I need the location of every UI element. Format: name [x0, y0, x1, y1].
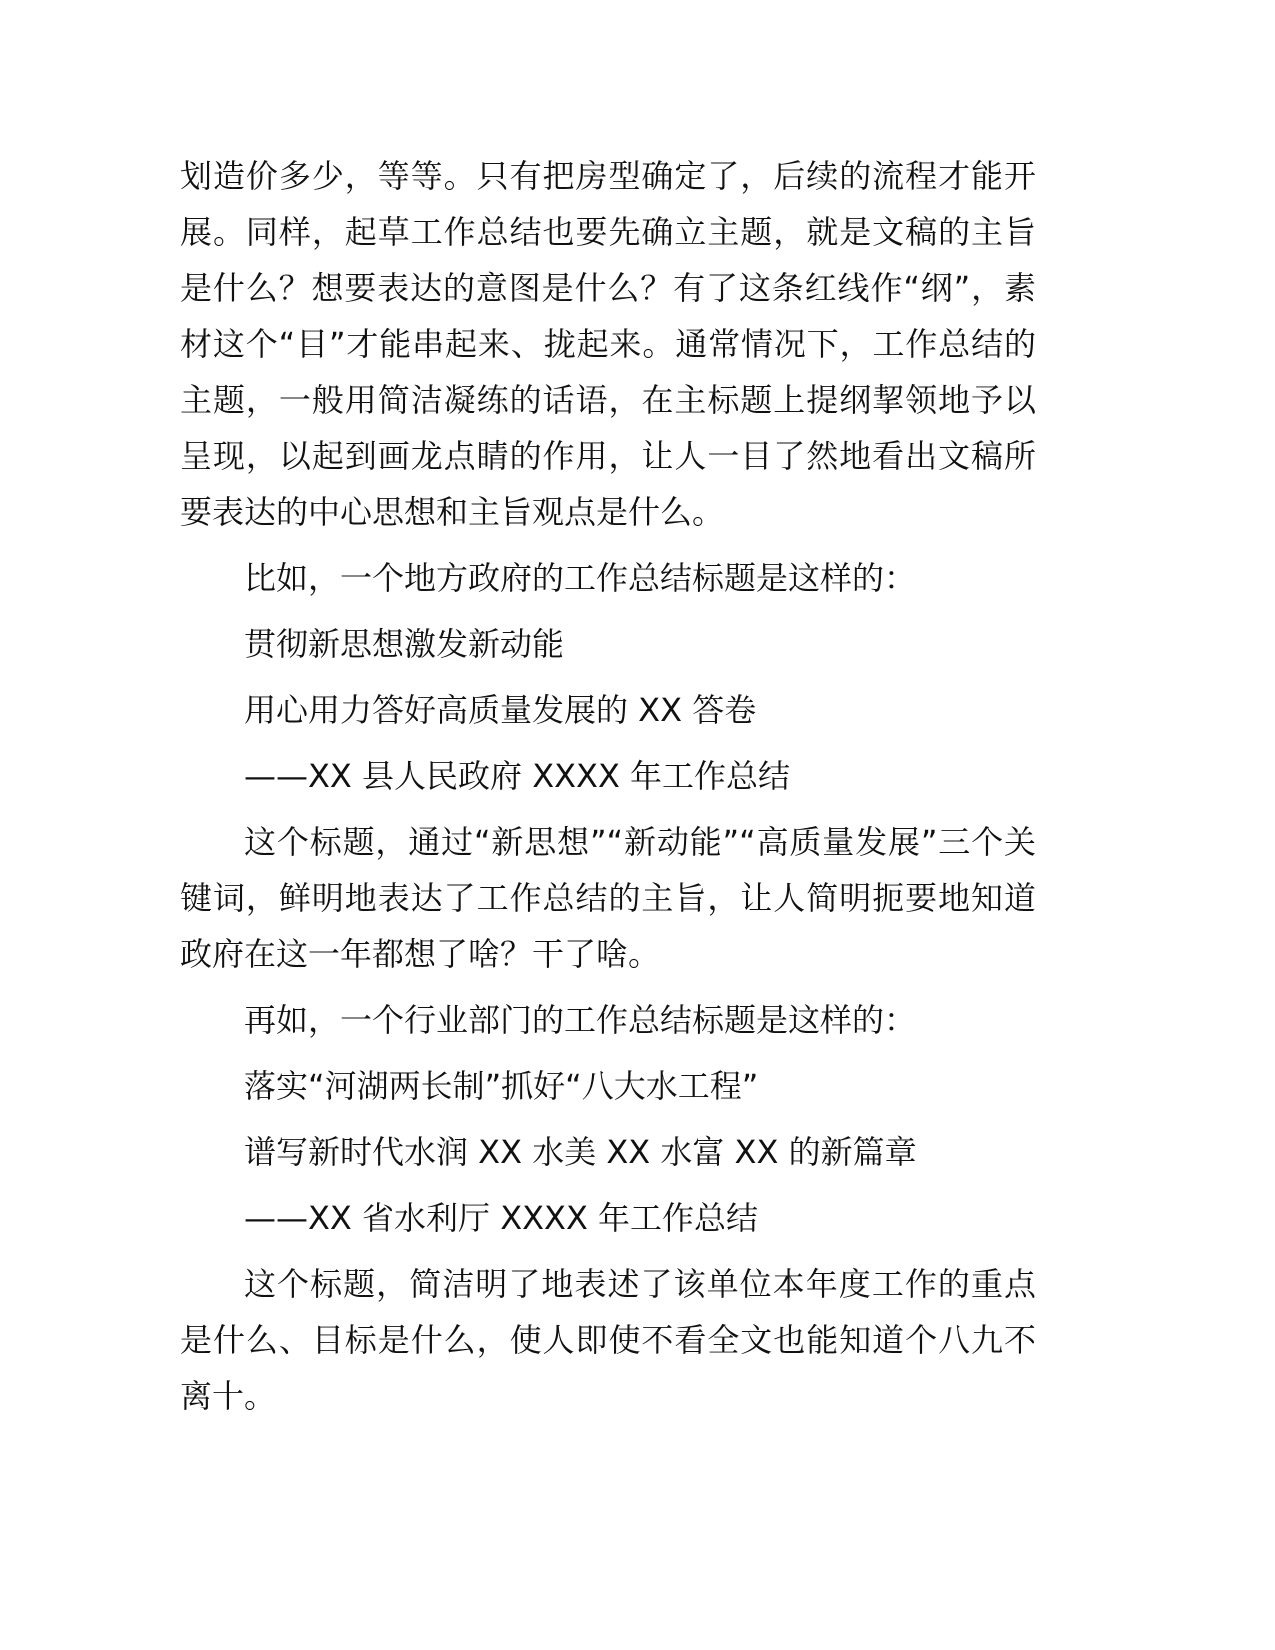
example-title-1-line-1: 贯彻新思想激发新动能 — [244, 625, 565, 663]
body-paragraph-analysis-1: 这个标题，通过“新思想”“新动能”“高质量发展”三个关键词，鲜明地表达了工作总结的主旨，让人简明扼要地知道政府在这一年都想了啥？干了啥。 — [180, 823, 1036, 973]
body-paragraph-continuation: 划造价多少，等等。只有把房型确定了，后续的流程才能开展。同样，起草工作总结也要先确立主题，就是文稿的主旨是什么？想要表达的意图是什么？有了这条红线作“纲”，素材这个“目”才能串起来、拢起来。通常情况下，工作总结的主题，一般用简洁凝练的话语，在主标题上提纲挈领地予以呈现，以起到画龙点睛的作用，让人一目了然地看出文稿所要表达的中心思想和主旨观点是什么。 — [180, 157, 1036, 531]
example-title-2-line-1: 落实“河湖两长制”抓好“八大水工程” — [244, 1067, 759, 1105]
document-page — [180, 148, 1036, 1424]
example-title-2-subtitle: ——XX 省水利厅 XXXX 年工作总结 — [244, 1199, 759, 1237]
body-paragraph-analysis-2: 这个标题，简洁明了地表述了该单位本年度工作的重点是什么、目标是什么，使人即使不看全文也能知道个八九不离十。 — [180, 1265, 1036, 1415]
body-paragraph-example-intro-1: 比如，一个地方政府的工作总结标题是这样的： — [244, 559, 917, 597]
body-paragraph-example-intro-2: 再如，一个行业部门的工作总结标题是这样的： — [244, 1001, 917, 1039]
example-title-2-line-2: 谱写新时代水润 XX 水美 XX 水富 XX 的新篇章 — [244, 1133, 917, 1171]
example-title-1-subtitle: ——XX 县人民政府 XXXX 年工作总结 — [244, 757, 791, 795]
example-title-1-line-2: 用心用力答好高质量发展的 XX 答卷 — [244, 691, 757, 729]
